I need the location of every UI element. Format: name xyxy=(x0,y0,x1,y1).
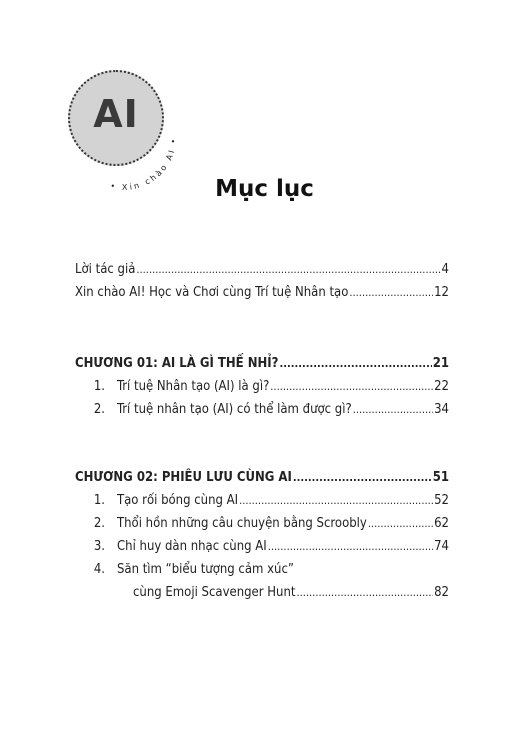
chapter-page: 51 xyxy=(432,470,449,485)
toc-entry-page: 52 xyxy=(434,493,449,508)
toc-entry[interactable] xyxy=(75,379,449,402)
chapter-page: 21 xyxy=(432,356,449,371)
leader-dots xyxy=(349,286,433,299)
toc-entry-title: Xin chào AI! Học và Chơi cùng Trí tuệ Nhân tạo xyxy=(75,285,349,300)
toc-entry-page: 22 xyxy=(434,379,449,394)
entry-number: 3. xyxy=(93,539,105,554)
leader-dots xyxy=(268,540,433,553)
leader-dots xyxy=(270,380,433,393)
entry-number: 1. xyxy=(93,379,105,394)
leader-dots xyxy=(293,471,432,484)
entry-number: 4. xyxy=(93,562,105,577)
toc-entry-title: Trí tuệ nhân tạo (AI) có thể làm được gì? xyxy=(117,402,352,417)
toc-entry[interactable] xyxy=(75,516,449,539)
badge-text: AI xyxy=(93,92,139,136)
toc-chapter[interactable] xyxy=(75,470,449,493)
chapter-title: CHƯƠNG 02: PHIÊU LƯU CÙNG AI xyxy=(75,470,292,485)
toc-chapter[interactable] xyxy=(75,356,449,379)
toc-entry-page: 82 xyxy=(434,585,449,600)
toc-entry-title: Chỉ huy dàn nhạc cùng AI xyxy=(117,539,267,554)
toc-entry-title: Tạo rối bóng cùng AI xyxy=(117,493,239,508)
leader-dots xyxy=(296,586,433,599)
toc-entry[interactable] xyxy=(75,285,449,308)
toc-entry-continuation[interactable] xyxy=(75,585,449,608)
toc-entry[interactable] xyxy=(75,539,449,562)
toc-entry-page: 62 xyxy=(434,516,449,531)
toc-entry-page: 74 xyxy=(434,539,449,554)
toc-entry-title: Săn tìm “biểu tượng cảm xúc” xyxy=(117,562,294,577)
toc-entry-page: 4 xyxy=(441,262,449,277)
toc-entry-page: 34 xyxy=(434,402,449,417)
leader-dots xyxy=(279,357,431,370)
toc-entry-title: Trí tuệ Nhân tạo (AI) là gì? xyxy=(117,379,270,394)
leader-dots xyxy=(368,517,433,530)
badge-arc-text: • Xin chào AI • xyxy=(109,136,179,193)
toc-entry-page: 12 xyxy=(434,285,449,300)
entry-number: 1. xyxy=(93,493,105,508)
toc-entry-title: Thổi hồn những câu chuyện bằng Scroobly xyxy=(117,516,367,531)
leader-dots xyxy=(136,263,440,276)
page-title: Mục lục xyxy=(215,176,314,202)
entry-number: 2. xyxy=(93,402,105,417)
toc-entry[interactable] xyxy=(75,262,449,285)
leader-dots xyxy=(239,494,433,507)
toc-entry-title: Lời tác giả xyxy=(75,262,136,277)
toc-entry-title-continued: cùng Emoji Scavenger Hunt xyxy=(133,585,296,600)
toc-entry[interactable] xyxy=(75,402,449,425)
entry-number: 2. xyxy=(93,516,105,531)
toc-entry[interactable] xyxy=(75,562,449,585)
toc-entry[interactable] xyxy=(75,493,449,516)
table-of-contents xyxy=(75,262,449,608)
leader-dots xyxy=(353,403,433,416)
chapter-title: CHƯƠNG 01: AI LÀ GÌ THẾ NHỈ? xyxy=(75,356,279,371)
